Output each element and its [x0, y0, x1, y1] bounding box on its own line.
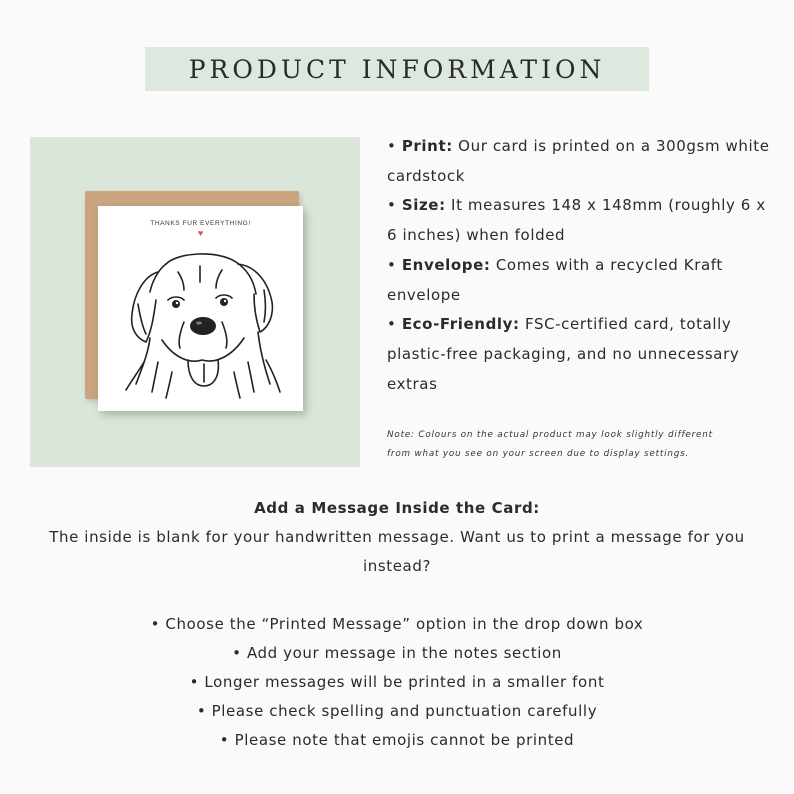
note-line: Note: Colours on the actual product may look slightly different [387, 430, 713, 440]
page-title: PRODUCT INFORMATION [188, 54, 606, 84]
heart-icon: ♥ [197, 228, 204, 238]
message-intro: The inside is blank for your handwritten message. Want us to print a message for you instead? [49, 528, 745, 575]
dog-illustration [118, 242, 283, 402]
spec-list [387, 132, 772, 399]
spec-eco-friendly: • Eco-Friendly: FSC-certified card, totally plastic-free packaging, and no unnecessary extras [387, 315, 740, 393]
card-caption: THANKS FUR EVERYTHING! [150, 220, 251, 227]
note-line: from what you see on your screen due to display settings. [387, 448, 690, 459]
greeting-card [98, 206, 303, 411]
list-item: • Choose the “Printed Message” option in the drop down box [150, 615, 644, 633]
title-banner [145, 47, 649, 91]
spec-print: • Print: Our card is printed on a 300gsm white cardstock [387, 137, 770, 185]
list-item: • Please note that emojis cannot be printed [219, 731, 575, 749]
product-photo [30, 137, 360, 467]
colour-note [387, 426, 777, 463]
message-section [30, 494, 764, 755]
list-item: • Add your message in the notes section [232, 644, 562, 662]
spec-envelope: • Envelope: Comes with a recycled Kraft envelope [387, 255, 723, 304]
list-item: • Please check spelling and punctuation carefully [196, 702, 598, 720]
list-item: • Longer messages will be printed in a smaller font [189, 673, 605, 691]
message-heading: Add a Message Inside the Card: [254, 499, 540, 517]
spec-size: • Size: It measures 148 x 148mm (roughly 6 x 6 inches) when folded [387, 196, 766, 245]
message-steps [30, 610, 764, 755]
